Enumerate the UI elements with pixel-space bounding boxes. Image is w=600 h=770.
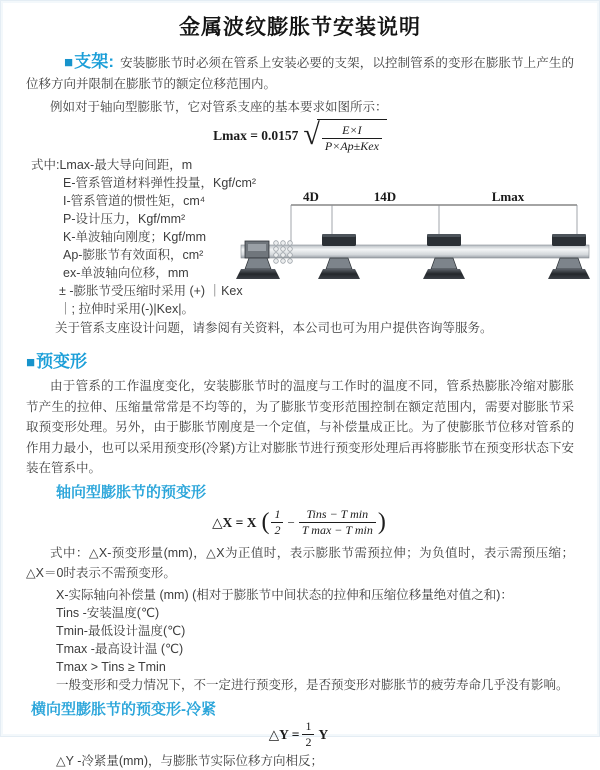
service-note: 关于管系支座设计问题，请参阅有关资料，本公司也可为用户提供咨询等服务。 bbox=[55, 321, 493, 335]
definition-line: X-实际轴向补偿量 (mm) (相对于膨胀节中间状态的拉伸和压缩位移量绝对值之和)： bbox=[56, 587, 513, 602]
axial-subheading: 轴向型膨胀节的预变形 bbox=[56, 483, 207, 501]
dimension-label-14d: 14D bbox=[373, 189, 397, 204]
definition-line: Tmax > Tins ≥ Tmin bbox=[56, 659, 166, 674]
axial-definitions-list bbox=[56, 586, 574, 676]
fraction-denominator: P×Ap±Kex bbox=[322, 138, 382, 154]
lateral-note: △Y -冷紧量(mm)，与膨胀节实际位移方向相反； bbox=[56, 753, 324, 768]
definition-line: Tmax -最高设计温 (℃) bbox=[56, 641, 184, 656]
definition-line: P-设计压力，Kgf/mm² bbox=[63, 212, 186, 226]
formula-delta-y-lhs: △Y = bbox=[268, 726, 300, 742]
fraction-numerator: Tins − T min bbox=[306, 507, 369, 521]
support-intro-text: 安装膨胀节时必须在管系上安装必要的支架，以控制管系的变形在膨胀节上产生的位移方向并限制在膨胀节的额定位移范围内。 bbox=[26, 56, 574, 91]
definition-line: ex-单波轴向位移，mm bbox=[63, 266, 189, 280]
definition-line: I-管系管道的惯性矩，cm⁴ bbox=[63, 194, 206, 208]
definition-text: Lmax-最大导向间距，m bbox=[59, 158, 193, 172]
definition-line bbox=[31, 156, 243, 174]
support-example-line: 例如对于轴向型膨胀节，它对管系支座的基本要求如图所示： bbox=[50, 100, 388, 114]
fraction-numerator: 1 bbox=[305, 719, 312, 733]
fraction-denominator: T max − T min bbox=[299, 522, 376, 538]
definition-line: K-单波轴向刚度；Kgf/mm bbox=[63, 230, 207, 244]
fraction-numerator: 1 bbox=[274, 507, 281, 521]
support-intro-paragraph bbox=[26, 51, 574, 95]
section-heading-support bbox=[64, 52, 114, 71]
sqrt-radical-symbol: √ bbox=[303, 118, 320, 151]
formula-delta-x-lhs: △X = X bbox=[212, 514, 257, 530]
pipe bbox=[241, 245, 589, 258]
fraction-denominator: 2 bbox=[302, 734, 314, 750]
section-heading-predeform-label: 预变形 bbox=[36, 352, 88, 371]
definition-line: E-管系管道材料弹性投量，Kgf/cm² bbox=[63, 176, 257, 190]
dimension-label-lmax: Lmax bbox=[491, 189, 525, 204]
sqrt-radicand bbox=[317, 119, 387, 154]
section-heading-predeform bbox=[26, 347, 599, 372]
symbol-definitions-list bbox=[31, 156, 257, 318]
pipe-support-diagram bbox=[239, 189, 591, 289]
formula-lmax bbox=[1, 120, 599, 152]
square-bullet-icon: ■ bbox=[64, 54, 74, 71]
formula-lmax-fraction bbox=[322, 123, 382, 154]
one-half-fraction bbox=[271, 507, 283, 538]
definition-line: Tins -安装温度(℃) bbox=[56, 605, 160, 620]
formula-delta-x bbox=[1, 505, 599, 541]
page-title: 金属波纹膨胀节安装说明 bbox=[179, 16, 421, 39]
temperature-fraction bbox=[299, 507, 376, 538]
fraction-denominator: 2 bbox=[271, 522, 283, 538]
definition-line: Tmin-最低设计温度(℃) bbox=[56, 623, 186, 638]
fraction-numerator: E×I bbox=[342, 122, 362, 137]
axial-note: 一般变形和受力情况下，不一定进行预变形，是否预变形对膨胀节的疲劳寿命几乎没有影响。 bbox=[56, 677, 569, 692]
formula-delta-y bbox=[1, 720, 599, 750]
formula-lmax-lhs: Lmax = 0.0157 bbox=[213, 128, 299, 143]
definition-line: Ap-膨胀节有效面积，cm² bbox=[63, 248, 204, 262]
delta-x-explanation: 式中：△X-预变形量(mm)，△X为正值时，表示膨胀节需预拉伸；为负值时，表示需预压缩；△X＝0时表示不需预变形。 bbox=[26, 545, 574, 580]
close-paren: ) bbox=[377, 508, 386, 535]
dimension-label-4d: 4D bbox=[303, 189, 319, 204]
square-bullet-icon: ■ bbox=[26, 354, 36, 371]
minus-sign: − bbox=[287, 514, 295, 530]
lateral-subheading: 横向型膨胀节的预变形-冷紧 bbox=[31, 700, 216, 718]
one-half-fraction bbox=[302, 719, 314, 750]
definition-line-plusminus: ± -膨胀节受压缩时采用 (+) ｜Kex｜; 拉伸时采用(-)|Kex|。 bbox=[59, 284, 243, 316]
predeform-paragraph: 由于管系的工作温度变化，安装膨胀节时的温度与工作时的温度不同，管系热膨胀冷缩对膨胀节产生的拉伸、压缩量常常是不均等的，为了膨胀节变形范围控制在额定范围内，需要对膨胀节采取预变形处理。另外，由于膨胀节刚度是一个定值，与补偿量成正比。为了使膨胀节位移对管系的作用力最小，也可以采用预变形(冷紧)方让对膨胀节进行预变形处理后再将膨胀节在预变形状态下安装在管系中。 bbox=[26, 379, 574, 475]
formula-delta-y-rhs: Y bbox=[318, 726, 329, 742]
section-heading-support-label: 支架: bbox=[74, 52, 115, 71]
definition-lead: 式中: bbox=[31, 158, 60, 172]
open-paren: ( bbox=[261, 508, 270, 535]
